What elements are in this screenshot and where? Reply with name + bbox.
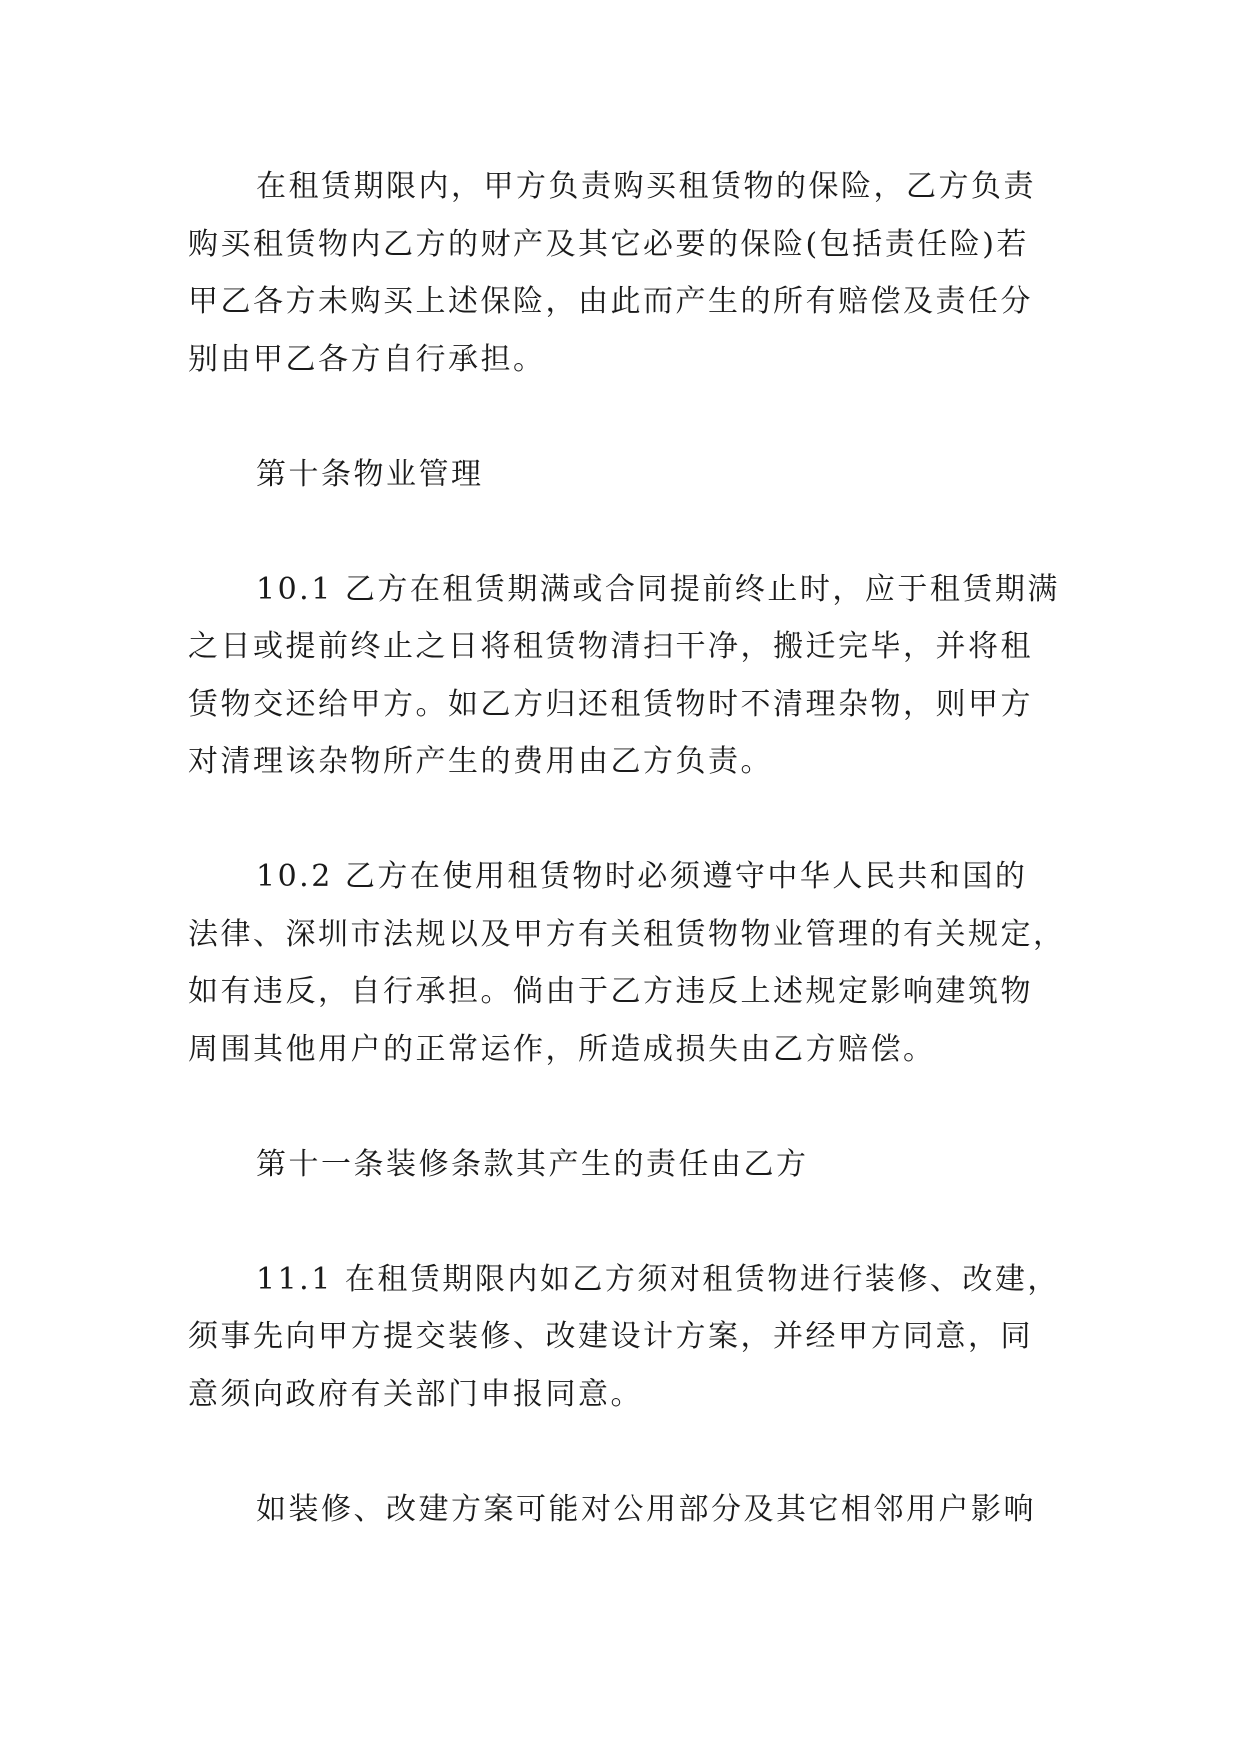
paragraph-10-2 xyxy=(188,848,1066,1078)
text-line: 购买租赁物内乙方的财产及其它必要的保险(包括责任险)若 xyxy=(188,226,1029,262)
text-line: 对清理该杂物所产生的费用由乙方负责。 xyxy=(188,744,773,779)
text-line: 10.2 乙方在使用租赁物时必须遵守中华人民共和国的 xyxy=(256,859,1028,894)
text-line: 须事先向甲方提交装修、改建设计方案，并经甲方同意，同 xyxy=(188,1319,1033,1354)
section-heading: 第十一条装修条款其产生的责任由乙方 xyxy=(256,1146,809,1182)
text-line: 甲乙各方未购买上述保险，由此而产生的所有赔偿及责任分 xyxy=(188,284,1033,319)
text-line: 如装修、改建方案可能对公用部分及其它相邻用户影响 xyxy=(256,1491,1036,1527)
paragraph-insurance xyxy=(188,158,1056,388)
text-line: 意须向政府有关部门申报同意。 xyxy=(188,1376,643,1412)
document-body xyxy=(188,158,1066,1596)
text-line: 10.1 乙方在租赁期满或合同提前终止时，应于租赁期满 xyxy=(256,571,1060,607)
paragraph-11-1 xyxy=(188,1251,1060,1424)
text-line: 赁物交还给甲方。如乙方归还租赁物时不清理杂物，则甲方 xyxy=(188,686,1033,722)
heading-article-11 xyxy=(188,1136,1056,1194)
text-line: 别由甲乙各方自行承担。 xyxy=(188,341,546,377)
text-line: 之日或提前终止之日将租赁物清扫干净，搬迁完毕，并将租 xyxy=(188,629,1033,664)
text-line: 周围其他用户的正常运作，所造成损失由乙方赔偿。 xyxy=(188,1031,936,1067)
text-line: 如有违反，自行承担。倘由于乙方违反上述规定影响建筑物 xyxy=(188,974,1033,1009)
heading-article-10 xyxy=(188,446,1056,504)
paragraph-renovation-impact xyxy=(188,1481,1056,1539)
section-heading: 第十条物业管理 xyxy=(256,456,484,492)
paragraph-10-1 xyxy=(188,561,1060,791)
text-line: 在租赁期限内，甲方负责购买租赁物的保险，乙方负责 xyxy=(256,169,1036,204)
text-line: 法律、深圳市法规以及甲方有关租赁物物业管理的有关规定， xyxy=(188,916,1066,952)
text-line: 11.1 在租赁期限内如乙方须对租赁物进行装修、改建， xyxy=(256,1261,1060,1297)
